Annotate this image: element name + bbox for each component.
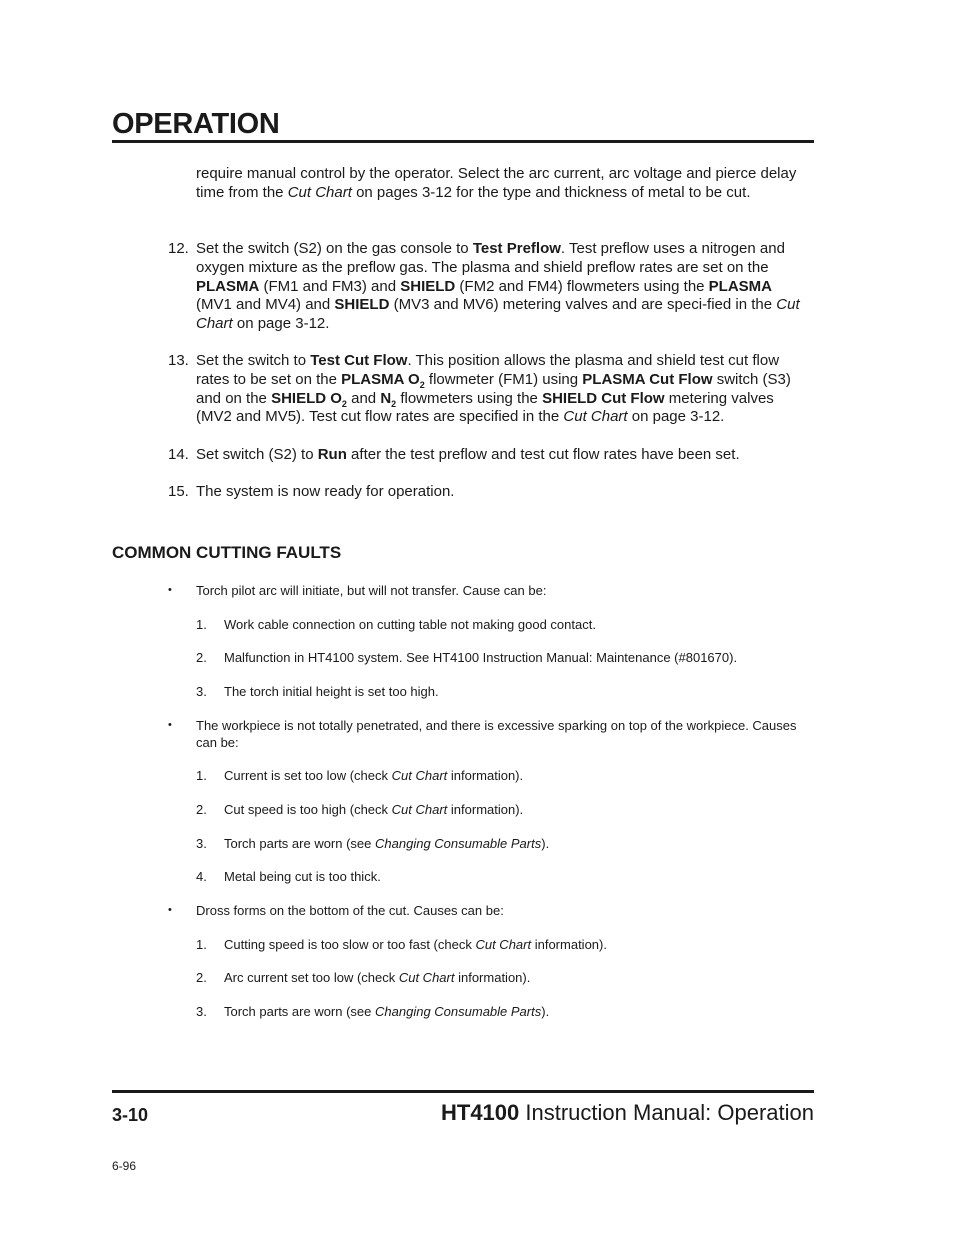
text-run: switch (S3) and on the bbox=[196, 370, 791, 407]
bold-run: SHIELD bbox=[334, 296, 390, 314]
bold-run: SHIELD Cut Flow bbox=[542, 389, 665, 407]
bold-run: PLASMA Cut Flow bbox=[582, 370, 713, 388]
italic-run: Cut Chart bbox=[196, 296, 800, 332]
bold-run: PLASMA bbox=[196, 277, 260, 295]
text-run: information). bbox=[531, 937, 607, 952]
italic-run: Cut Chart bbox=[563, 408, 628, 426]
bullet-marker: • bbox=[168, 719, 172, 731]
revision-date: 6-96 bbox=[112, 1159, 137, 1173]
cause-number: 3. bbox=[196, 836, 207, 851]
text-run: Torch parts are worn (see bbox=[224, 836, 376, 851]
step-text bbox=[196, 352, 810, 427]
page-number: 3-10 bbox=[112, 1105, 149, 1125]
text-run: (MV3 and MV6) metering valves and are speci-fied in the bbox=[389, 296, 777, 314]
text-run: Torch parts are worn (see bbox=[224, 1004, 376, 1019]
text-run: information). bbox=[447, 768, 524, 783]
text-run: (MV1 and MV4) and bbox=[196, 296, 335, 314]
footer-manual-title bbox=[441, 1098, 814, 1128]
text-run: (FM2 and FM4) flowmeters using the bbox=[455, 277, 709, 295]
bullet-marker: • bbox=[168, 584, 172, 596]
step-text bbox=[196, 446, 808, 465]
bold-run: PLASMA O bbox=[341, 370, 420, 388]
text-run: information). bbox=[447, 802, 524, 817]
cause-number: 1. bbox=[196, 617, 207, 632]
bold-run: Test Preflow bbox=[472, 240, 561, 257]
fault-bullet-text: Torch pilot arc will initiate, but will not transfer. Cause can be: bbox=[196, 583, 547, 598]
footer-rule bbox=[112, 1090, 814, 1093]
text-run: require manual control by the operator. Select the arc current, arc voltage and pierce delay time from the bbox=[196, 165, 797, 201]
text-run: metering valves (MV2 and MV5). Test cut flow rates are specified in the bbox=[196, 389, 774, 426]
cause-text bbox=[224, 616, 808, 633]
text-run: Arc current set too low (check bbox=[224, 970, 399, 985]
text-run: on pages 3-12 for the type and thickness of metal to be cut. bbox=[351, 183, 751, 201]
subscript-run: 2 bbox=[391, 398, 397, 409]
subscript-run: 2 bbox=[341, 398, 347, 409]
step-text bbox=[196, 240, 808, 334]
text-run: . Test preflow uses a nitrogen and oxygen mixture as the preflow gas. The plasma and shield preflow rates are set on the bbox=[196, 240, 785, 276]
header-rule bbox=[112, 140, 814, 143]
subscript-run: 2 bbox=[419, 379, 425, 390]
italic-run: Cut Chart bbox=[287, 183, 352, 201]
italic-run: Changing Consumable Parts bbox=[375, 836, 542, 851]
italic-run: Cut Chart bbox=[398, 970, 455, 985]
cause-number: 2. bbox=[196, 970, 207, 985]
text-run: flowmeter (FM1) using bbox=[424, 370, 583, 388]
cause-text bbox=[224, 683, 808, 700]
cause-text bbox=[224, 969, 808, 986]
text-run: on page 3-12. bbox=[232, 315, 330, 332]
cause-number: 4. bbox=[196, 869, 207, 884]
fault-bullet-text: Dross forms on the bottom of the cut. Causes can be: bbox=[196, 903, 504, 918]
text-run: Set the switch (S2) on the gas console to bbox=[196, 240, 473, 257]
footer-product: HT4100 bbox=[441, 1100, 520, 1125]
text-run: ). bbox=[541, 1004, 550, 1019]
cause-number: 2. bbox=[196, 650, 207, 665]
text-run: The system is now ready for operation. bbox=[196, 483, 455, 500]
text-run: Metal being cut is too thick. bbox=[224, 869, 381, 884]
text-run: The torch initial height is set too high. bbox=[224, 684, 439, 699]
cause-text bbox=[224, 936, 808, 953]
footer-manual-name: Instruction Manual: Operation bbox=[519, 1100, 814, 1125]
bold-run: Test Cut Flow bbox=[310, 352, 408, 369]
italic-run: Cut Chart bbox=[391, 802, 448, 817]
cause-text bbox=[224, 835, 808, 852]
cause-text bbox=[224, 801, 808, 818]
bullet-marker: • bbox=[168, 904, 172, 916]
bold-run: N bbox=[380, 389, 392, 407]
text-run: Cut speed is too high (check bbox=[224, 802, 392, 817]
cause-text bbox=[224, 649, 808, 666]
step-number: 12. bbox=[168, 240, 189, 257]
text-run: Cutting speed is too slow or too fast (check bbox=[224, 937, 476, 952]
text-run: after the test preflow and test cut flow rates have been set. bbox=[346, 446, 740, 463]
text-run: Set switch (S2) to bbox=[196, 446, 318, 463]
section-heading: COMMON CUTTING FAULTS bbox=[112, 543, 342, 562]
text-run: Work cable connection on cutting table not making good contact. bbox=[224, 617, 596, 632]
fault-bullet-text: The workpiece is not totally penetrated, and there is excessive sparking on top of the workpiece. Causes can be: bbox=[196, 718, 797, 750]
bold-run: PLASMA bbox=[708, 277, 773, 295]
italic-run: Cut Chart bbox=[475, 937, 532, 952]
text-run: flowmeters using the bbox=[396, 389, 543, 407]
bold-run: SHIELD bbox=[400, 277, 456, 295]
cause-text bbox=[224, 1003, 808, 1020]
cause-number: 3. bbox=[196, 1004, 207, 1019]
text-run: Set the switch to bbox=[196, 352, 311, 369]
cause-text bbox=[224, 868, 808, 885]
text-run: . This position allows the plasma and shield test cut flow rates to be set on the bbox=[196, 352, 780, 388]
step-number: 15. bbox=[168, 483, 189, 500]
italic-run: Cut Chart bbox=[391, 768, 448, 783]
cause-number: 2. bbox=[196, 802, 207, 817]
text-run: on page 3-12. bbox=[627, 408, 725, 426]
step-number: 13. bbox=[168, 352, 189, 369]
text-run: ). bbox=[541, 836, 550, 851]
text-run: information). bbox=[454, 970, 531, 985]
cause-number: 3. bbox=[196, 684, 207, 699]
text-run: Current is set too low (check bbox=[224, 768, 392, 783]
step-text bbox=[196, 483, 808, 502]
bold-run: SHIELD O bbox=[271, 389, 342, 407]
cause-text bbox=[224, 767, 808, 784]
text-run: and bbox=[346, 389, 381, 407]
bold-run: Run bbox=[317, 446, 347, 463]
page-heading: OPERATION bbox=[112, 108, 280, 140]
text-run: (FM1 and FM3) and bbox=[259, 277, 401, 295]
italic-run: Changing Consumable Parts bbox=[375, 1004, 542, 1019]
step-number: 14. bbox=[168, 446, 189, 463]
intro-paragraph bbox=[196, 165, 808, 203]
cause-number: 1. bbox=[196, 937, 207, 952]
text-run: Malfunction in HT4100 system. See HT4100 Instruction Manual: Maintenance (#801670). bbox=[224, 650, 738, 665]
cause-number: 1. bbox=[196, 768, 207, 783]
